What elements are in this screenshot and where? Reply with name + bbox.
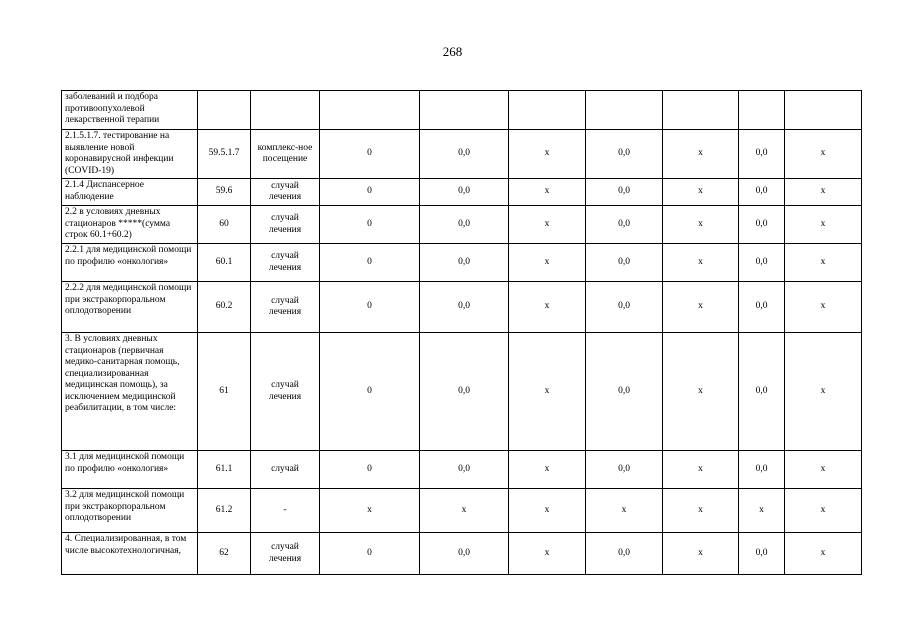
row-unit-cell bbox=[251, 91, 320, 130]
row-value-cell: 0 bbox=[320, 533, 420, 575]
row-value-cell: 0,0 bbox=[586, 333, 663, 451]
row-value-cell: х bbox=[509, 206, 586, 244]
row-value-cell: 0,0 bbox=[739, 533, 785, 575]
page-number: 268 bbox=[442, 44, 463, 59]
row-unit-cell: случай лечения bbox=[251, 206, 320, 244]
row-value-cell bbox=[509, 91, 586, 130]
row-value-cell: х bbox=[785, 179, 862, 206]
row-value-cell: 0,0 bbox=[420, 179, 509, 206]
row-value-cell: х bbox=[739, 489, 785, 533]
row-value-cell: 0,0 bbox=[420, 130, 509, 179]
row-value-cell: х bbox=[785, 451, 862, 489]
row-value-cell bbox=[785, 91, 862, 130]
row-unit-cell: случай bbox=[251, 451, 320, 489]
row-code-cell: 60 bbox=[198, 206, 251, 244]
row-value-cell bbox=[320, 91, 420, 130]
row-value-cell: х bbox=[509, 533, 586, 575]
row-value-cell: х bbox=[663, 179, 739, 206]
row-value-cell: 0,0 bbox=[420, 533, 509, 575]
row-value-cell: 0,0 bbox=[586, 179, 663, 206]
table-row bbox=[62, 333, 862, 451]
table-row bbox=[62, 244, 862, 282]
row-value-cell: 0,0 bbox=[739, 333, 785, 451]
row-value-cell: х bbox=[509, 130, 586, 179]
table-row bbox=[62, 91, 862, 130]
row-value-cell: 0 bbox=[320, 206, 420, 244]
row-value-cell: х bbox=[320, 489, 420, 533]
row-name-cell: 2.1.4 Диспансерное наблюдение bbox=[62, 179, 198, 206]
row-value-cell: 0,0 bbox=[739, 282, 785, 333]
table-row bbox=[62, 489, 862, 533]
row-name-cell: 2.1.5.1.7. тестирование на выявление новой коронавирусной инфекции (COVID-19) bbox=[62, 130, 198, 179]
row-value-cell: 0,0 bbox=[586, 244, 663, 282]
row-value-cell: х bbox=[663, 333, 739, 451]
row-value-cell: 0 bbox=[320, 282, 420, 333]
row-value-cell: 0,0 bbox=[586, 206, 663, 244]
row-value-cell: х bbox=[785, 533, 862, 575]
row-code-cell: 61 bbox=[198, 333, 251, 451]
row-value-cell: х bbox=[785, 206, 862, 244]
table-row bbox=[62, 282, 862, 333]
row-unit-cell: случай лечения bbox=[251, 244, 320, 282]
data-table bbox=[61, 90, 862, 575]
row-code-cell: 62 bbox=[198, 533, 251, 575]
row-name-cell: 2.2 в условиях дневных стационаров *****(сумма строк 60.1+60.2) bbox=[62, 206, 198, 244]
row-value-cell: х bbox=[509, 282, 586, 333]
table-row bbox=[62, 179, 862, 206]
row-value-cell: 0 bbox=[320, 244, 420, 282]
row-value-cell: 0,0 bbox=[739, 244, 785, 282]
row-unit-cell: случай лечения bbox=[251, 333, 320, 451]
row-value-cell: 0,0 bbox=[586, 282, 663, 333]
row-value-cell: х bbox=[663, 451, 739, 489]
row-value-cell bbox=[586, 91, 663, 130]
row-unit-cell: комплекс-ное посещение bbox=[251, 130, 320, 179]
row-value-cell: х bbox=[420, 489, 509, 533]
row-value-cell: 0,0 bbox=[739, 206, 785, 244]
row-unit-cell: случай лечения bbox=[251, 282, 320, 333]
row-code-cell: 61.1 bbox=[198, 451, 251, 489]
table-row bbox=[62, 130, 862, 179]
row-code-cell: 61.2 bbox=[198, 489, 251, 533]
row-name-cell: 2.2.1 для медицинской помощи по профилю «онкология» bbox=[62, 244, 198, 282]
row-code-cell: 60.2 bbox=[198, 282, 251, 333]
row-value-cell: х bbox=[785, 333, 862, 451]
table-row bbox=[62, 533, 862, 575]
row-value-cell: 0,0 bbox=[586, 451, 663, 489]
row-value-cell: 0 bbox=[320, 333, 420, 451]
row-name-cell: 2.2.2 для медицинской помощи при экстракорпоральном оплодотворении bbox=[62, 282, 198, 333]
row-value-cell bbox=[663, 91, 739, 130]
row-value-cell: х bbox=[785, 130, 862, 179]
row-value-cell: 0,0 bbox=[420, 244, 509, 282]
row-value-cell: 0 bbox=[320, 130, 420, 179]
row-value-cell: 0,0 bbox=[420, 206, 509, 244]
row-value-cell: 0,0 bbox=[739, 130, 785, 179]
row-value-cell: х bbox=[663, 206, 739, 244]
row-code-cell: 59.5.1.7 bbox=[198, 130, 251, 179]
row-value-cell: х bbox=[663, 244, 739, 282]
row-code-cell: 59.6 bbox=[198, 179, 251, 206]
row-unit-cell: случай лечения bbox=[251, 533, 320, 575]
row-value-cell bbox=[739, 91, 785, 130]
row-value-cell: 0,0 bbox=[586, 130, 663, 179]
row-value-cell: х bbox=[663, 130, 739, 179]
row-name-cell: заболеваний и подбора противоопухолевой лекарственной терапии bbox=[62, 91, 198, 130]
row-name-cell: 4. Специализированная, в том числе высокотехнологичная, bbox=[62, 533, 198, 575]
row-unit-cell: случай лечения bbox=[251, 179, 320, 206]
row-value-cell: х bbox=[785, 244, 862, 282]
row-value-cell: х bbox=[663, 489, 739, 533]
row-value-cell: 0 bbox=[320, 451, 420, 489]
row-value-cell: х bbox=[509, 451, 586, 489]
row-code-cell bbox=[198, 91, 251, 130]
row-name-cell: 3.1 для медицинской помощи по профилю «онкология» bbox=[62, 451, 198, 489]
row-unit-cell: - bbox=[251, 489, 320, 533]
row-value-cell: 0,0 bbox=[420, 451, 509, 489]
row-value-cell: 0,0 bbox=[586, 533, 663, 575]
row-value-cell: х bbox=[663, 533, 739, 575]
row-value-cell: х bbox=[509, 489, 586, 533]
table-body bbox=[62, 91, 862, 575]
row-name-cell: 3. В условиях дневных стационаров (первичная медико-санитарная помощь, специализированная медицинская помощь), за исключением медицинской реабилитации, в том числе: bbox=[62, 333, 198, 451]
row-value-cell: 0,0 bbox=[420, 282, 509, 333]
row-value-cell: 0,0 bbox=[420, 333, 509, 451]
row-value-cell: 0 bbox=[320, 179, 420, 206]
row-value-cell: х bbox=[509, 244, 586, 282]
row-value-cell: х bbox=[785, 282, 862, 333]
table-row bbox=[62, 206, 862, 244]
table-row bbox=[62, 451, 862, 489]
row-value-cell: х bbox=[509, 333, 586, 451]
row-value-cell: х bbox=[663, 282, 739, 333]
row-value-cell: х bbox=[785, 489, 862, 533]
row-value-cell: х bbox=[586, 489, 663, 533]
row-code-cell: 60.1 bbox=[198, 244, 251, 282]
row-value-cell: х bbox=[509, 179, 586, 206]
row-name-cell: 3.2 для медицинской помощи при экстракорпоральном оплодотворении bbox=[62, 489, 198, 533]
row-value-cell: 0,0 bbox=[739, 179, 785, 206]
row-value-cell bbox=[420, 91, 509, 130]
row-value-cell: 0,0 bbox=[739, 451, 785, 489]
